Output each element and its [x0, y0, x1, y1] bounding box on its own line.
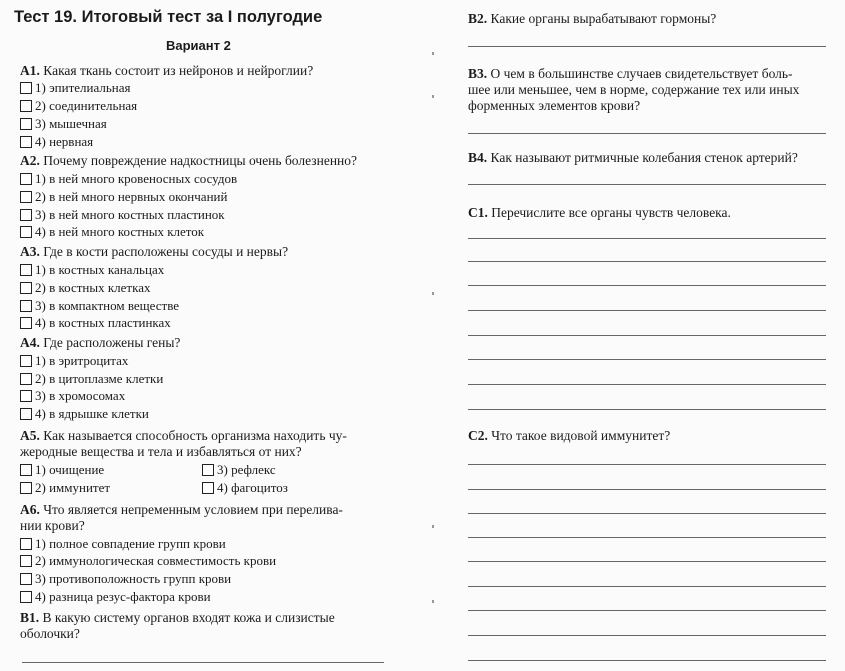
option-a2-1[interactable]: [20, 171, 237, 187]
answer-line-b2[interactable]: [468, 46, 826, 47]
option-a5-1[interactable]: [20, 462, 104, 478]
option-label: 4) в ядрышке клетки: [35, 406, 149, 421]
checkbox[interactable]: [20, 355, 32, 367]
question-b3-line3: форменных элементов крови?: [468, 98, 641, 113]
checkbox[interactable]: [20, 390, 32, 402]
question-number: A2.: [20, 153, 40, 168]
question-b3: [468, 66, 793, 82]
option-a5-4[interactable]: [202, 480, 288, 496]
option-a2-4[interactable]: [20, 224, 204, 240]
option-label: 4) в ней много костных клеток: [35, 224, 205, 239]
question-text: Что такое видовой иммунитет?: [491, 428, 671, 443]
option-label: 3) рефлекс: [217, 462, 276, 477]
option-label: 1) полное совпадение групп крови: [35, 536, 226, 551]
option-label: 4) в костных пластинках: [35, 315, 171, 330]
answer-line-c1[interactable]: [468, 310, 826, 311]
checkbox[interactable]: [20, 482, 32, 494]
option-a3-4[interactable]: [20, 315, 171, 331]
answer-line-c2[interactable]: [468, 635, 826, 636]
answer-line-c2[interactable]: [468, 561, 826, 562]
option-label: 1) эпителиальная: [35, 80, 131, 95]
question-text: Перечислите все органы чувств человека.: [491, 205, 731, 220]
option-a6-3[interactable]: [20, 571, 231, 587]
checkbox[interactable]: [20, 226, 32, 238]
question-text: Почему повреждение надкостницы очень болезненно?: [43, 153, 358, 168]
option-a3-2[interactable]: [20, 280, 150, 296]
question-text: Где расположены гены?: [43, 335, 181, 350]
answer-line-c2[interactable]: [468, 537, 826, 538]
question-text: Где в кости расположены сосуды и нервы?: [43, 244, 289, 259]
checkbox[interactable]: [20, 317, 32, 329]
option-label: 1) очищение: [35, 462, 105, 477]
option-label: 1) в ней много кровеносных сосудов: [35, 171, 238, 186]
question-a2: [20, 153, 357, 169]
checkbox[interactable]: [20, 408, 32, 420]
answer-line-c1[interactable]: [468, 285, 826, 286]
question-text: Какая ткань состоит из нейронов и нейроглии?: [43, 63, 314, 78]
option-label: 3) в хромосомах: [35, 388, 126, 403]
option-label: 1) в эритроцитах: [35, 353, 129, 368]
question-number: B2.: [468, 11, 488, 26]
question-c1: [468, 205, 731, 221]
question-b4: [468, 150, 798, 166]
answer-line-c2[interactable]: [468, 464, 826, 465]
option-label: 4) нервная: [35, 134, 94, 149]
checkbox[interactable]: [20, 555, 32, 567]
option-a3-1[interactable]: [20, 262, 164, 278]
checkbox[interactable]: [20, 100, 32, 112]
variant-label: Вариант 2: [166, 38, 231, 53]
question-b1: [20, 610, 335, 626]
option-label: 3) в ней много костных пластинок: [35, 207, 225, 222]
question-number: B4.: [468, 150, 488, 165]
answer-line-c1[interactable]: [468, 359, 826, 360]
option-label: 3) мышечная: [35, 116, 107, 131]
option-label: 4) разница резус-фактора крови: [35, 589, 211, 604]
question-text-line1: О чем в большинстве случаев свидетельствует боль-: [490, 66, 793, 81]
checkbox[interactable]: [20, 191, 32, 203]
answer-line-c2[interactable]: [468, 586, 826, 587]
option-a6-2[interactable]: [20, 553, 276, 569]
question-number: C2.: [468, 428, 488, 443]
checkbox[interactable]: [20, 538, 32, 550]
option-a1-3[interactable]: [20, 116, 107, 132]
fold-mark: [432, 292, 434, 295]
checkbox[interactable]: [20, 282, 32, 294]
checkbox[interactable]: [20, 136, 32, 148]
checkbox[interactable]: [202, 464, 214, 476]
question-number: A6.: [20, 502, 40, 517]
fold-mark: [432, 600, 434, 603]
question-a4: [20, 335, 180, 351]
option-a1-4[interactable]: [20, 134, 93, 150]
option-a4-4[interactable]: [20, 406, 149, 422]
question-c2: [468, 428, 670, 444]
fold-mark: [432, 525, 434, 528]
option-label: 4) фагоцитоз: [217, 480, 288, 495]
question-number: C1.: [468, 205, 488, 220]
checkbox[interactable]: [20, 573, 32, 585]
question-b1-line2: оболочки?: [20, 626, 80, 641]
question-number: B1.: [20, 610, 40, 625]
checkbox[interactable]: [20, 209, 32, 221]
checkbox[interactable]: [20, 373, 32, 385]
answer-line-c1[interactable]: [468, 261, 826, 262]
answer-line-c2[interactable]: [468, 513, 826, 514]
option-a6-1[interactable]: [20, 536, 226, 552]
option-a4-3[interactable]: [20, 388, 125, 404]
option-label: 1) в костных канальцах: [35, 262, 165, 277]
question-number: A5.: [20, 428, 40, 443]
option-label: 2) иммунологическая совместимость крови: [35, 553, 277, 568]
question-text-line1: Как называется способность организма находить чу-: [43, 428, 347, 443]
answer-line-c2[interactable]: [468, 489, 826, 490]
option-a2-3[interactable]: [20, 207, 225, 223]
question-a6-line2: нии крови?: [20, 518, 85, 533]
page-title: Тест 19. Итоговый тест за I полугодие: [14, 8, 323, 26]
checkbox[interactable]: [20, 464, 32, 476]
option-label: 2) в цитоплазме клетки: [35, 371, 164, 386]
option-label: 2) в костных клетках: [35, 280, 151, 295]
answer-line-b3[interactable]: [468, 133, 826, 134]
question-number: A3.: [20, 244, 40, 259]
question-a5: [20, 428, 347, 444]
question-a3: [20, 244, 288, 260]
checkbox[interactable]: [20, 173, 32, 185]
checkbox[interactable]: [20, 591, 32, 603]
question-number: A4.: [20, 335, 40, 350]
question-number: B3.: [468, 66, 488, 81]
answer-line-c2[interactable]: [468, 660, 826, 661]
answer-line-c1[interactable]: [468, 409, 826, 410]
checkbox[interactable]: [202, 482, 214, 494]
answer-line-c1[interactable]: [468, 384, 826, 385]
option-label: 2) соединительная: [35, 98, 138, 113]
checkbox[interactable]: [20, 300, 32, 312]
question-b3-line2: шее или меньшее, чем в норме, содержание тех или иных: [468, 82, 800, 97]
option-a4-2[interactable]: [20, 371, 163, 387]
question-a6: [20, 502, 343, 518]
answer-line-c2[interactable]: [468, 610, 826, 611]
checkbox[interactable]: [20, 118, 32, 130]
fold-mark: [432, 95, 434, 98]
question-b2: [468, 11, 716, 27]
option-label: 3) противоположность групп крови: [35, 571, 232, 586]
answer-line-b4[interactable]: [468, 184, 826, 185]
question-text: Как называют ритмичные колебания стенок артерий?: [490, 150, 798, 165]
option-label: 2) в ней много нервных окончаний: [35, 189, 228, 204]
question-a1: [20, 63, 313, 79]
option-a2-2[interactable]: [20, 189, 227, 205]
checkbox[interactable]: [20, 82, 32, 94]
option-a5-3[interactable]: [202, 462, 276, 478]
option-label: 3) в компактном веществе: [35, 298, 180, 313]
question-a5-line2: жеродные вещества и тела и избавляться от них?: [20, 444, 302, 459]
option-a4-1[interactable]: [20, 353, 128, 369]
option-a1-1[interactable]: [20, 80, 130, 96]
question-text: Какие органы вырабатывают гормоны?: [490, 11, 717, 26]
fold-mark: [432, 52, 434, 55]
answer-line-b1[interactable]: [22, 662, 384, 663]
option-a1-2[interactable]: [20, 98, 137, 114]
option-a6-4[interactable]: [20, 589, 211, 605]
answer-line-c1[interactable]: [468, 335, 826, 336]
option-a5-2[interactable]: [20, 480, 110, 496]
checkbox[interactable]: [20, 264, 32, 276]
option-a3-3[interactable]: [20, 298, 179, 314]
question-text-line1: Что является непременным условием при перелива-: [43, 502, 343, 517]
question-number: A1.: [20, 63, 40, 78]
question-text-line1: В какую систему органов входят кожа и слизистые: [42, 610, 335, 625]
option-label: 2) иммунитет: [35, 480, 111, 495]
answer-line-c1[interactable]: [468, 238, 826, 239]
